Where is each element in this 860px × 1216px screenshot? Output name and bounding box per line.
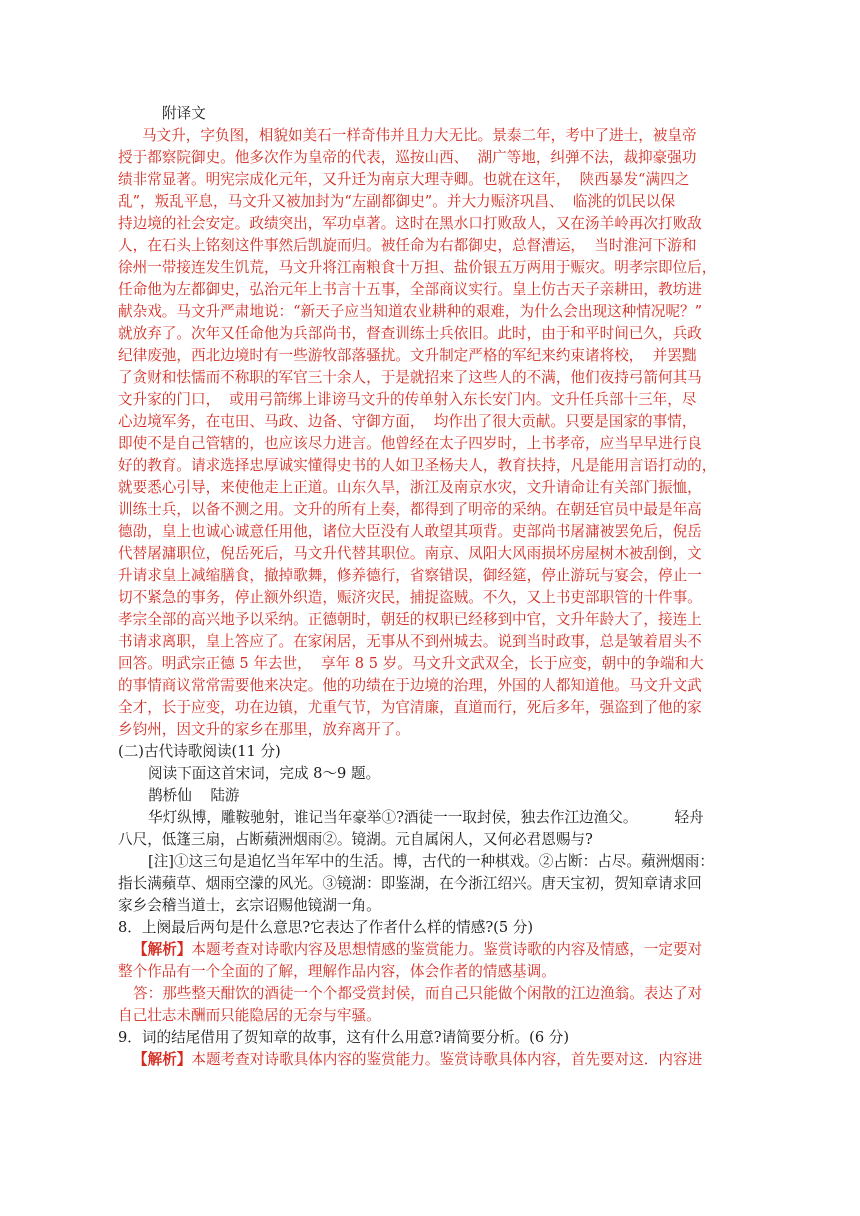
translation-line: 孝宗全部的高兴地予以采纳。正德朝时，朝廷的权职已经移到中官，文升年龄大了，接连上 xyxy=(118,611,702,628)
question-8: 8．上阕最后两句是什么意思?它表达了作者什么样的情感?(5 分) xyxy=(118,919,534,936)
analysis-tag: 【解析】 xyxy=(133,941,192,958)
translation-line: 训练士兵，以备不测之用。文升的所有上奏，都得到了明帝的采纳。在朝廷官员中最是年高 xyxy=(118,501,702,518)
translation-line: 心边境军务，在屯田、马政、边备、守御方面， 均作出了很大贡献。只要是国家的事情， xyxy=(118,413,697,430)
translation-line: 升请求皇上减缩膳食，撤掉歌舞，修养德行，省察错误，御经筵，停止游玩与宴会，停止一 xyxy=(118,567,702,584)
translation-line: 书请求离职，皇上答应了。在家闲居，无事从不到州城去。说到当时政事，总是皱着眉头不 xyxy=(118,633,702,650)
analysis-8 xyxy=(133,939,702,961)
poem-note: 家乡会稽当道士，玄宗诏赐他镜湖一角。 xyxy=(118,897,381,914)
question-9: 9．词的结尾借用了贺知章的故事，这有什么用意?请简要分析。(6 分) xyxy=(118,1029,570,1046)
poem-line: 华灯纵博，雕鞍驰射，谁记当年豪举①?酒徒一一取封侯，独去作江边渔父。 轻舟 xyxy=(148,809,704,826)
translation-heading: 附译文 xyxy=(162,105,206,122)
translation-line: 马文升，字负图，相貌如美石一样奇伟并且力大无比。景泰二年，考中了进士，被皇帝 xyxy=(142,127,697,144)
poem-note: [注]①这三句是追忆当年军中的生活。博，古代的一种棋戏。②占断：占尽。蘋洲烟雨： xyxy=(148,853,714,870)
translation-line: 的事情商议常常需要他来决定。他的功绩在于边境的治理，外国的人都知道他。马文升文武 xyxy=(118,677,702,694)
poetry-instruction: 阅读下面这首宋词，完成 8～9 题。 xyxy=(148,765,381,782)
translation-line: 徐州一带接连发生饥荒，马文升将江南粮食十万担、盐价银五万两用于赈灾。明孝宗即位后， xyxy=(118,259,717,276)
translation-line: 乱”，叛乱平息，马文升又被加封为“左副都御史”。并大力赈济巩昌、 临洮的饥民以保 xyxy=(118,193,676,210)
poem-title: 鹊桥仙 陆游 xyxy=(148,787,240,804)
translation-line: 绩非常显著。明宪宗成化元年，又升迁为南京大理寺卿。也就在这年， 陕西暴发“满四之 xyxy=(118,171,690,188)
translation-line: 任命他为左都御史，弘治元年上书言十五事，全部商议实行。皇上仿古天子亲耕田，教坊进 xyxy=(118,281,702,298)
translation-line: 好的教育。请求选择忠厚诚实懂得史书的人如卫圣杨夫人，教育扶持，凡是能用言语打动的， xyxy=(118,457,717,474)
translation-line: 切不紧急的事务，停止额外织造，赈济灾民，捕捉盗贼。不久，又上书吏部职管的十件事。 xyxy=(118,589,702,606)
translation-line: 授于都察院御史。他多次作为皇帝的代表，巡按山西、 湖广等地，纠弹不法，裁抑豪强功 xyxy=(118,149,697,166)
analysis-text: 本题考查对诗歌内容及思想情感的鉴赏能力。鉴赏诗歌的内容及情感，一定要对 xyxy=(191,941,703,958)
translation-line: 文升家的门口， 或用弓箭绑上诽谤马文升的传单射入东长安门内。文升任兵部十三年，尽 xyxy=(118,391,697,408)
poem-note: 指长满蘋草、烟雨空濛的风光。③镜湖：即鉴湖，在今浙江绍兴。唐天宝初，贺知章请求回 xyxy=(118,875,702,892)
translation-line: 乡钧州，因文升的家乡在那里，放弃离开了。 xyxy=(118,721,410,738)
translation-line: 人，在石头上铭刻这件事然后凯旋而归。被任命为右都御史，总督漕运， 当时淮河下游和 xyxy=(118,237,697,254)
translation-line: 纪律废弛，西北边境时有一些游牧部落骚扰。文升制定严格的军纪来约束诸将校， 并罢黜 xyxy=(118,347,697,364)
answer-8: 自己壮志未酬而只能隐居的无奈与牢骚。 xyxy=(118,1007,381,1024)
poem-line: 八尺，低篷三扇，占断蘋洲烟雨②。镜湖。元自属闲人，又何必君恩赐与? xyxy=(118,831,593,848)
translation-line: 回答。明武宗正德 5 年去世， 享年 8 5 岁。马文升文武双全，长于应变，朝中的争端和大 xyxy=(118,655,704,672)
section-title: (二)古代诗歌阅读(11 分) xyxy=(118,743,281,760)
analysis-text: 本题考查对诗歌具体内容的鉴赏能力。鉴赏诗歌具体内容，首先要对这．内容进 xyxy=(191,1051,703,1068)
translation-line: 德劭，皇上也诚心诚意任用他，诸位大臣没有人敢望其项背。吏部尚书屠滽被罢免后，倪岳 xyxy=(118,523,702,540)
translation-line: 即使不是自己管辖的，也应该尽力进言。他曾经在太子四岁时，上书孝帝，应当早早进行良 xyxy=(118,435,702,452)
translation-line: 持边境的社会安定。政绩突出，军功卓著。这时在黑水口打败敌人，又在汤羊岭再次打败敌 xyxy=(118,215,702,232)
translation-line: 献杂戏。马文升严肃地说：“新天子应当知道农业耕种的艰难，为什么会出现这种情况呢？” xyxy=(118,303,703,320)
translation-line: 就要悉心引导，来使他走上正道。山东久旱，浙江及南京水灾，文升请命让有关部门振恤， xyxy=(118,479,702,496)
answer-8: 答：那些整天酣饮的酒徒一个个都受赏封侯，而自己只能做个闲散的江边渔翁。表达了对 xyxy=(133,985,703,1002)
analysis-tag: 【解析】 xyxy=(133,1051,192,1068)
translation-line: 全才，长于应变，功在边镇，尤重气节，为官清廉，直道而行，死后多年，强盗到了他的家 xyxy=(118,699,702,716)
translation-line: 了贪财和怯懦而不称职的军官三十余人，于是就招来了这些人的不满，他们夜持弓箭何其马 xyxy=(118,369,702,386)
translation-line: 就放弃了。次年又任命他为兵部尚书，督查训练士兵依旧。此时，由于和平时间已久，兵政 xyxy=(118,325,702,342)
translation-line: 代替屠滽职位，倪岳死后，马文升代替其职位。南京、凤阳大风雨损坏房屋树木被刮倒，文 xyxy=(118,545,702,562)
analysis-text: 整个作品有一个全面的了解，理解作品内容，体会作者的情感基调。 xyxy=(118,963,556,980)
analysis-9 xyxy=(133,1049,702,1071)
